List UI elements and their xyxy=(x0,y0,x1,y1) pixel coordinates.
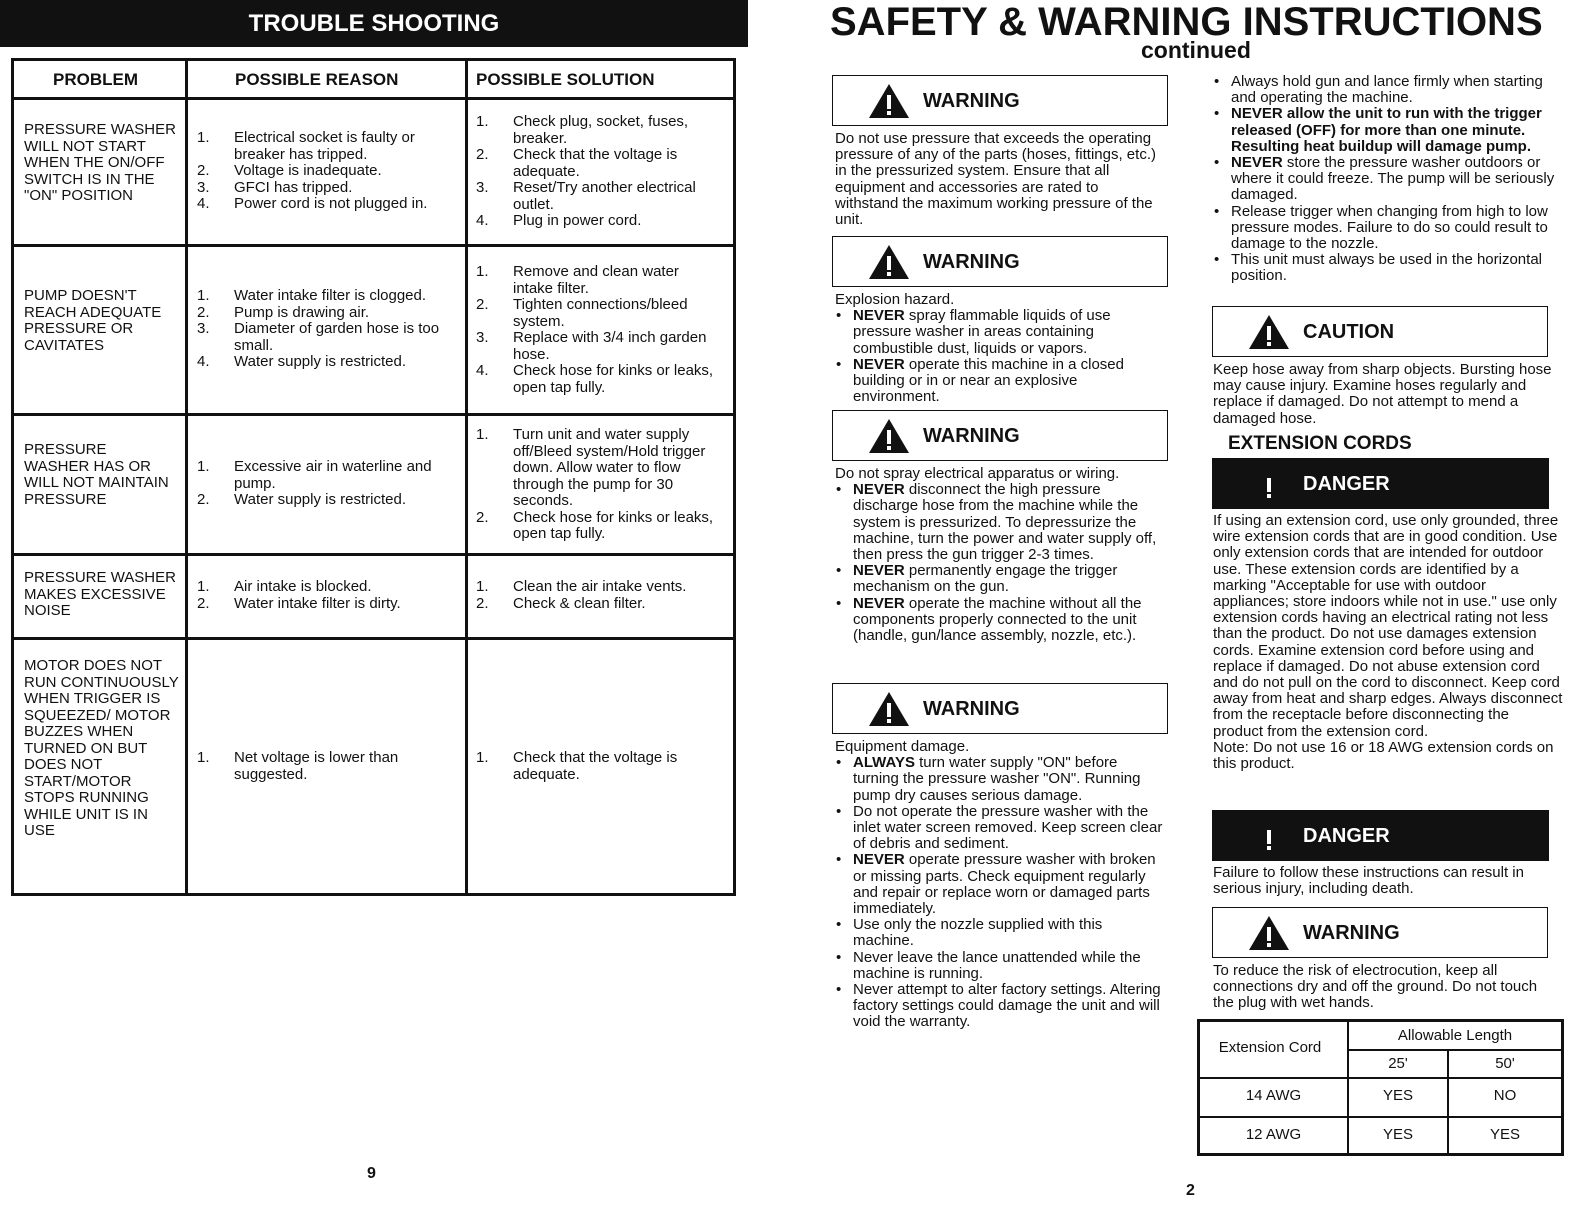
warning-label: WARNING xyxy=(923,90,1020,112)
list-item: 1. Check that the voltage is adequate. xyxy=(476,749,678,783)
warning-label: WARNING xyxy=(923,698,1020,720)
list-item: • Release trigger when changing from high to low pressure modes. Failure to do so could result to damage to the nozzle. xyxy=(1214,202,1548,253)
solution-list xyxy=(476,114,716,230)
table-divider xyxy=(14,637,733,640)
list-item: 2. Voltage is inadequate. xyxy=(197,162,382,179)
table-header-50: 50' xyxy=(1495,1055,1515,1072)
list-item: 2. Tighten connections/bleed system. xyxy=(476,296,688,330)
list-item: • This unit must always be used in the horizontal position. xyxy=(1214,251,1542,285)
caution-label: CAUTION xyxy=(1303,321,1395,343)
column-header-solution: POSSIBLE SOLUTION xyxy=(476,70,655,89)
table-divider xyxy=(14,244,733,247)
list-item: 3. Replace with 3/4 inch garden hose. xyxy=(476,329,707,363)
reason-list xyxy=(197,288,457,371)
list-item: 4. Plug in power cord. xyxy=(476,212,642,229)
list-item: • Always hold gun and lance firmly when starting and operating the machine. xyxy=(1214,73,1543,107)
list-item: 2. Check hose for kinks or leaks, open tap fully. xyxy=(476,508,714,542)
list-item: • NEVER permanently engage the trigger mechanism on the gun. xyxy=(836,562,1118,596)
column-header-reason: POSSIBLE REASON xyxy=(235,70,399,89)
list-item: • ALWAYS turn water supply "ON" before turning the pressure washer "ON". Running pump dry causes serious damage. xyxy=(836,754,1141,804)
warning-box xyxy=(832,236,1168,287)
warning-text: To reduce the risk of electrocution, keep all connections dry and off the ground. Do not touch the plug with wet hands. xyxy=(1213,962,1538,1012)
list-item: 2. Pump is drawing air. xyxy=(197,303,370,321)
table-header-25: 25' xyxy=(1388,1055,1408,1072)
warning-triangle-icon xyxy=(867,82,911,120)
table-divider xyxy=(14,413,733,416)
warning-section xyxy=(835,466,1165,644)
list-item: 1. Air intake is blocked. xyxy=(197,578,372,595)
danger-box xyxy=(1212,810,1549,861)
list-item: • Never leave the lance unattended while the machine is running. xyxy=(836,948,1141,982)
table-header-length: Allowable Length xyxy=(1397,1027,1513,1044)
bullet-list xyxy=(835,308,1165,405)
reason-list xyxy=(197,579,457,612)
problem-cell: PRESSURE WASHER MAKES EXCESSIVE NOISE xyxy=(24,569,176,619)
problem-cell: PUMP DOESN'T REACH ADEQUATE PRESSURE OR CAVITATES xyxy=(24,287,162,354)
list-item: 1. Water intake filter is clogged. xyxy=(197,287,427,304)
list-item: 2. Water intake filter is dirty. xyxy=(197,594,401,612)
warning-box xyxy=(1212,907,1548,958)
bullet-list xyxy=(835,482,1165,644)
bullet-list xyxy=(835,755,1167,1030)
list-item: • Do not operate the pressure washer with the inlet water screen removed. Keep screen clear of debris and sediment. xyxy=(836,802,1163,853)
solution-list xyxy=(476,750,716,783)
list-item: • NEVER spray flammable liquids of use pressure washer in areas containing combustible dust, liquids or vapors. xyxy=(836,307,1111,357)
list-item: 1. Net voltage is lower than suggested. xyxy=(197,749,399,783)
list-item: 3. Reset/Try another electrical outlet. xyxy=(476,179,696,213)
solution-list xyxy=(476,579,726,612)
table-divider xyxy=(465,61,468,893)
table-cell: YES xyxy=(1382,1087,1413,1104)
list-item: 2. Check that the voltage is adequate. xyxy=(476,146,678,180)
warning-triangle-icon xyxy=(867,690,911,728)
list-item: 4. Power cord is not plugged in. xyxy=(197,195,428,212)
page-title: SAFETY & WARNING INSTRUCTIONS xyxy=(830,0,1543,44)
problem-cell: PRESSURE WASHER HAS OR WILL NOT MAINTAIN PRESSURE xyxy=(24,441,169,508)
warning-triangle-icon xyxy=(1247,313,1291,351)
warning-label: WARNING xyxy=(923,425,1020,447)
list-item: 3. GFCI has tripped. xyxy=(197,178,353,196)
problem-cell: MOTOR DOES NOT RUN CONTINUOUSLY WHEN TRIGGER IS SQUEEZED/ MOTOR BUZZES WHEN TURNED ON BUT DOES NOT START/MOTOR STOPS RUNNING WHILE UNIT IS IN USE xyxy=(24,657,179,839)
warning-intro: Equipment damage. xyxy=(835,738,970,755)
list-item: 3. Diameter of garden hose is too small. xyxy=(197,320,440,354)
danger-box xyxy=(1212,458,1549,509)
table-divider xyxy=(1200,1116,1561,1118)
table-cell: NO xyxy=(1493,1087,1517,1104)
warning-box xyxy=(832,410,1168,461)
warning-box xyxy=(832,683,1168,734)
danger-text: If using an extension cord, use only grounded, three wire extension cords that are in good condition. Use only extension cords that are intended for outdoor use. These extension cords are identified by a marking "Acceptable for use with outdoor appliances; store indoors while not in use." use only extension cords having an electrical rating not less than the product. Do not use damages extension cords. Examine extension cord before using and replace if damaged. Do not abuse extension cord and do not pull on the cord to disconnect. Keep cord away from heat and sharp edges. Always disconnect from the receptacle before disconnecting the product from the extension cord. Note: Do not use 16 or 18 AWG extension cords on this product. xyxy=(1213,512,1563,773)
warning-label: WARNING xyxy=(923,251,1020,273)
warning-intro: Do not spray electrical apparatus or wiring. xyxy=(835,465,1120,482)
table-divider xyxy=(14,553,733,556)
table-cell: YES xyxy=(1382,1126,1413,1143)
list-item: • NEVER store the pressure washer outdoors or where it could freeze. The pump will be seriously damaged. xyxy=(1214,154,1555,204)
table-divider xyxy=(1200,1077,1561,1079)
list-item: 2. Water supply is restricted. xyxy=(197,491,406,508)
list-item: • Never attempt to alter factory settings. Altering factory settings could damage the unit and will void the warranty. xyxy=(836,981,1161,1031)
list-item: 1. Clean the air intake vents. xyxy=(476,578,687,595)
list-item: 1. Turn unit and water supply off/Bleed system/Hold trigger down. Allow water to flow through the pump for 30 seconds. xyxy=(476,426,706,509)
warning-triangle-icon xyxy=(1247,914,1291,952)
list-item: • NEVER operate the machine without all the components properly connected to the unit (handle, gun/lance assembly, nozzle, etc.). xyxy=(836,594,1142,645)
list-item: 4. Water supply is restricted. xyxy=(197,353,406,370)
reason-list xyxy=(197,459,462,509)
problem-cell: PRESSURE WASHER WILL NOT START WHEN THE ON/OFF SWITCH IS IN THE "ON" POSITION xyxy=(24,121,176,204)
list-item: • NEVER disconnect the high pressure discharge hose from the machine while the system is pressurized. To depressurize the machine, turn the power and water supply off, then press the gun trigger 2-3 times. xyxy=(836,481,1157,564)
danger-label: DANGER xyxy=(1303,825,1390,847)
table-divider xyxy=(1347,1049,1561,1051)
warning-triangle-icon xyxy=(867,243,911,281)
warning-triangle-icon xyxy=(867,417,911,455)
list-item: 1. Electrical socket is faulty or breaker has tripped. xyxy=(197,129,415,163)
bullet-list xyxy=(1213,74,1563,285)
list-item: • NEVER operate pressure washer with broken or missing parts. Check equipment regularly and repair or replace worn or damaged parts immediately. xyxy=(836,851,1156,918)
warning-triangle-icon xyxy=(1247,465,1291,503)
list-item: 1. Remove and clean water intake filter. xyxy=(476,263,679,297)
caution-box xyxy=(1212,306,1548,357)
warning-intro: Explosion hazard. xyxy=(835,291,955,308)
section-title: EXTENSION CORDS xyxy=(1228,433,1412,454)
reason-list xyxy=(197,750,457,783)
table-divider xyxy=(185,61,188,893)
table-header-cord: Extension Cord xyxy=(1218,1039,1322,1056)
extension-cord-table xyxy=(1197,1019,1564,1156)
page-number-right: 2 xyxy=(1186,1182,1195,1199)
troubleshooting-header: TROUBLE SHOOTING xyxy=(0,0,748,47)
troubleshooting-table xyxy=(11,58,736,896)
danger-text: Failure to follow these instructions can result in serious injury, including death. xyxy=(1213,864,1524,898)
page-subtitle: continued xyxy=(1141,37,1251,63)
solution-list xyxy=(476,427,726,543)
table-cell: YES xyxy=(1489,1126,1520,1143)
general-bullets xyxy=(1213,74,1563,285)
caution-text: Keep hose away from sharp objects. Bursting hose may cause injury. Examine hoses regularly and replace if damaged. Do not attempt to mend a damaged hose. xyxy=(1213,361,1552,427)
list-item: • NEVER operate this machine in a closed building or in or near an explosive environment. xyxy=(836,355,1124,406)
table-cell-gauge: 14 AWG xyxy=(1245,1087,1302,1104)
page-number-left: 9 xyxy=(367,1165,376,1182)
warning-text: Do not use pressure that exceeds the operating pressure of any of the parts (hoses, fittings, etc.) in the pressurized system. Ensure that all equipment and accessories are rated to withstand the maximum working pressure of the unit. xyxy=(835,130,1156,229)
warning-section xyxy=(835,739,1167,1031)
danger-label: DANGER xyxy=(1303,473,1390,495)
list-item: 1. Check plug, socket, fuses, breaker. xyxy=(476,113,689,147)
reason-list xyxy=(197,130,457,213)
column-header-problem: PROBLEM xyxy=(53,70,138,89)
warning-triangle-icon xyxy=(1247,817,1291,855)
warning-label: WARNING xyxy=(1303,922,1400,944)
table-divider xyxy=(14,97,733,100)
list-item: 1. Excessive air in waterline and pump. xyxy=(197,458,432,492)
note-text: Note: Do not use 16 or 18 AWG extension cords on this product. xyxy=(1213,738,1554,773)
warning-section xyxy=(835,292,1165,405)
list-item: 2. Check & clean filter. xyxy=(476,594,646,612)
solution-list xyxy=(476,264,716,396)
list-item: • NEVER allow the unit to run with the trigger released (OFF) for more than one minute. Resulting heat buildup will damage pump. xyxy=(1214,105,1542,155)
table-cell-gauge: 12 AWG xyxy=(1245,1126,1302,1143)
warning-box xyxy=(832,75,1168,126)
list-item: 4. Check hose for kinks or leaks, open tap fully. xyxy=(476,362,714,396)
list-item: • Use only the nozzle supplied with this machine. xyxy=(836,916,1103,950)
